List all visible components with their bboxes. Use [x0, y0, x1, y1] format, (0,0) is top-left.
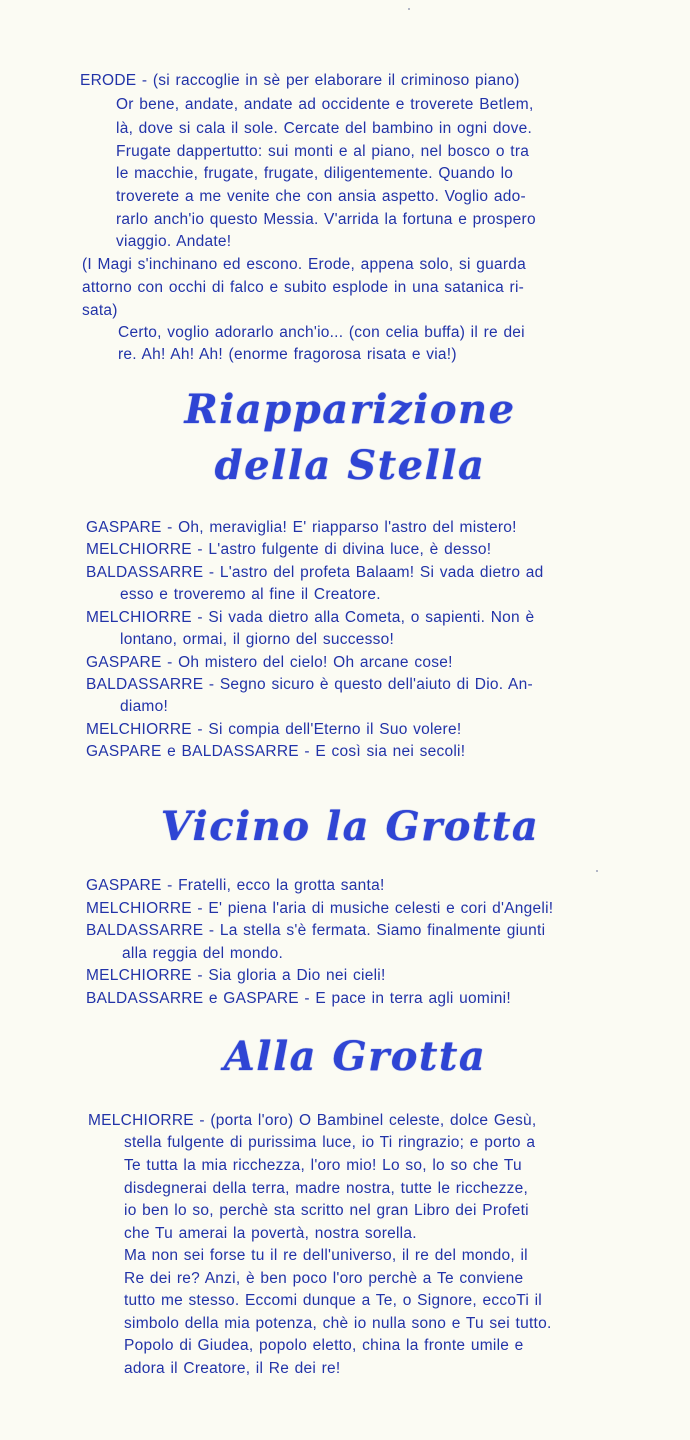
dialogue-line: BALDASSARRE - Segno sicuro è questo dell'aiuto di Dio. An- — [86, 676, 533, 693]
paper-speck — [408, 8, 410, 10]
text-line: ERODE - (si raccoglie in sè per elaborare il criminoso piano) — [80, 72, 520, 89]
dialogue-line: alla reggia del mondo. — [122, 945, 284, 962]
text-line: là, dove si cala il sole. Cercate del bambino in ogni dove. — [116, 120, 533, 137]
dialogue-line: disdegnerai della terra, madre nostra, tutte le ricchezze, — [124, 1180, 529, 1197]
text-line: rarlo anch'io questo Messia. V'arrida la fortuna e prospero — [116, 211, 536, 228]
section-title-stella: della Stella — [214, 442, 486, 489]
dialogue-line: io ben lo so, perchè sta scritto nel gran Libro dei Profeti — [124, 1202, 529, 1219]
dialogue-line: MELCHIORRE - (porta l'oro) O Bambinel celeste, dolce Gesù, — [88, 1112, 537, 1129]
paper-speck — [596, 870, 598, 872]
dialogue-line: MELCHIORRE - Si vada dietro alla Cometa, o sapienti. Non è — [86, 609, 535, 626]
section-title-vicino-grotta: Vicino la Grotta — [160, 803, 540, 850]
dialogue-line: GASPARE - Oh mistero del cielo! Oh arcane cose! — [86, 654, 453, 671]
text-line: Frugate dappertutto: sui monti e al piano, nel bosco o tra — [116, 143, 530, 160]
stage-direction: (I Magi s'inchinano ed escono. Erode, appena solo, si guarda — [82, 256, 527, 273]
dialogue-line: lontano, ormai, il giorno del successo! — [120, 631, 395, 648]
text-line: Or bene, andate, andate ad occidente e troverete Betlem, — [116, 96, 534, 113]
dialogue-line: MELCHIORRE - E' piena l'aria di musiche celesti e cori d'Angeli! — [86, 900, 554, 917]
dialogue-line: MELCHIORRE - Sia gloria a Dio nei cieli! — [86, 967, 386, 984]
stage-direction: attorno con occhi di falco e subito esplode in una satanica ri- — [82, 279, 525, 296]
dialogue-line: esso e troveremo al fine il Creatore. — [120, 586, 381, 603]
text-line: viaggio. Andate! — [116, 233, 232, 250]
dialogue-line: stella fulgente di purissima luce, io Ti ringrazio; e porto a — [124, 1134, 536, 1151]
dialogue-line: GASPARE e BALDASSARRE - E così sia nei secoli! — [86, 743, 466, 760]
dialogue-line: GASPARE - Fratelli, ecco la grotta santa! — [86, 877, 385, 894]
text-line: re. Ah! Ah! Ah! (enorme fragorosa risata e via!) — [118, 346, 457, 363]
dialogue-line: tutto me stesso. Eccomi dunque a Te, o Signore, eccoTi il — [124, 1292, 542, 1309]
dialogue-line: BALDASSARRE - L'astro del profeta Balaam! Si vada dietro ad — [86, 564, 544, 581]
dialogue-line: che Tu amerai la povertà, nostra sorella. — [124, 1225, 417, 1242]
dialogue-line: simbolo della mia potenza, chè io nulla sono e Tu sei tutto. — [124, 1315, 552, 1332]
stage-direction: sata) — [82, 302, 118, 319]
text-line: le macchie, frugate, frugate, diligentemente. Quando lo — [116, 165, 514, 182]
dialogue-line: Re dei re? Anzi, è ben poco l'oro perchè a Te conviene — [124, 1270, 524, 1287]
text-line: Certo, voglio adorarlo anch'io... (con celia buffa) il re dei — [118, 324, 525, 341]
section-title-riapparizione: Riapparizione — [184, 386, 516, 433]
dialogue-line: Popolo di Giudea, popolo eletto, china la fronte umile e — [124, 1337, 524, 1354]
text-line: troverete a me venite che con ansia aspetto. Voglio ado- — [116, 188, 526, 205]
dialogue-line: BALDASSARRE e GASPARE - E pace in terra agli uomini! — [86, 990, 511, 1007]
dialogue-line: MELCHIORRE - Si compia dell'Eterno il Suo volere! — [86, 721, 462, 738]
section-title-alla-grotta: Alla Grotta — [223, 1033, 487, 1080]
dialogue-line: GASPARE - Oh, meraviglia! E' riapparso l'astro del mistero! — [86, 519, 517, 536]
dialogue-line: MELCHIORRE - L'astro fulgente di divina luce, è desso! — [86, 541, 492, 558]
dialogue-line: Ma non sei forse tu il re dell'universo, il re del mondo, il — [124, 1247, 528, 1264]
dialogue-line: diamo! — [120, 698, 169, 715]
dialogue-line: BALDASSARRE - La stella s'è fermata. Siamo finalmente giunti — [86, 922, 546, 939]
dialogue-line: Te tutta la mia ricchezza, l'oro mio! Lo so, lo so che Tu — [124, 1157, 522, 1174]
dialogue-line: adora il Creatore, il Re dei re! — [124, 1360, 341, 1377]
